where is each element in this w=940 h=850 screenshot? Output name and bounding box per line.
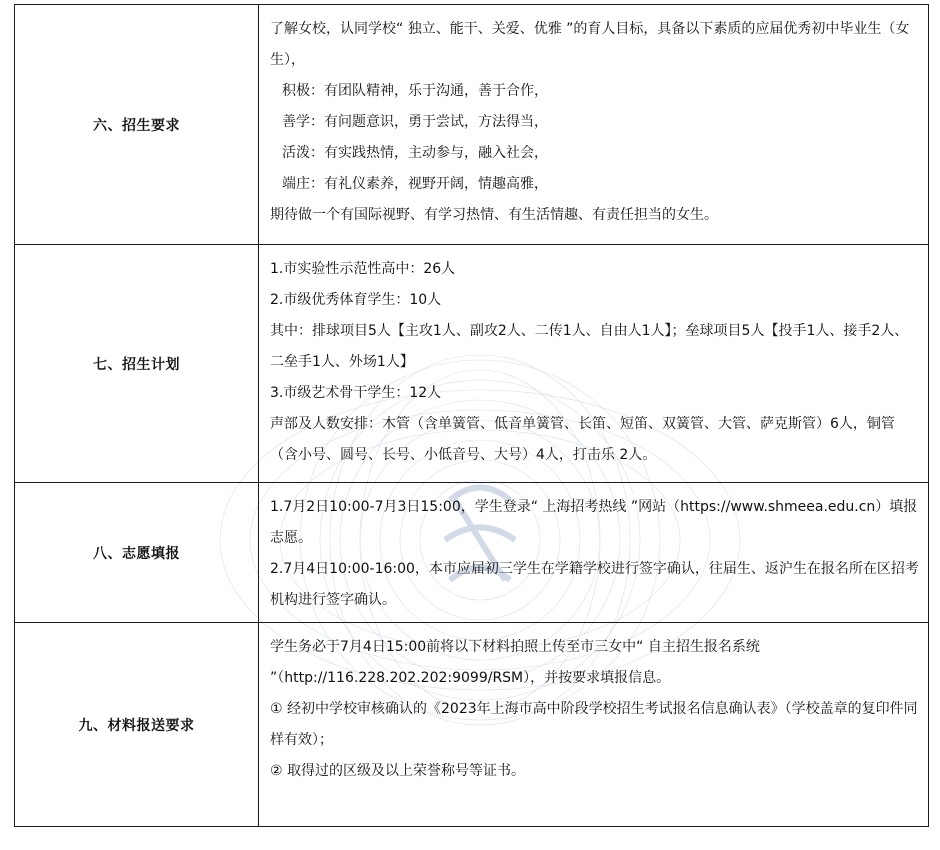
section-title: 七、招生计划 xyxy=(15,245,259,483)
section-title: 八、志愿填报 xyxy=(15,483,259,623)
section-row-plan xyxy=(15,245,929,483)
text-line: 1.7月2日10:00-7月3日15:00，学生登录“ 上海招考热线 ”网站（https://www.shmeea.edu.cn）填报志愿。 xyxy=(270,499,918,546)
text-line: 善学：有问题意识，勇于尝试，方法得当， xyxy=(282,114,548,130)
section-row-application xyxy=(15,483,929,623)
text-line: 期待做一个有国际视野、有学习热情、有生活情趣、有责任担当的女生。 xyxy=(270,207,718,223)
text-line: 3.市级艺术骨干学生：12人 xyxy=(270,385,442,401)
text-line: ② 取得过的区级及以上荣誉称号等证书。 xyxy=(270,763,525,779)
text-line: 1.市实验性示范性高中：26人 xyxy=(270,261,456,277)
section-row-requirements xyxy=(15,5,929,245)
text-line: 学生务必于7月4日15:00前将以下材料拍照上传至市三女中“ 自主招生报名系统 ”（http://116.228.202.202:9099/RSM），并按要求填报信息。 xyxy=(270,639,760,686)
section-content xyxy=(259,623,929,827)
text-line: 其中：排球项目5人【主攻1人、副攻2人、二传1人、自由人1人】；垒球项目5人【投手1人、接手2人、二垒手1人、外场1人】 xyxy=(270,323,909,370)
text-line: 2.7月4日10:00-16:00，本市应届初三学生在学籍学校进行签字确认，往届生、返沪生在报名所在区招考机构进行签字确认。 xyxy=(270,561,919,608)
text-line: 声部及人数安排：木管（含单簧管、低音单簧管、长笛、短笛、双簧管、大管、萨克斯管）6人，铜管（含小号、圆号、长号、小低音号、大号）4人，打击乐 2人。 xyxy=(270,416,895,463)
admission-info-table xyxy=(14,4,929,827)
section-title: 九、材料报送要求 xyxy=(15,623,259,827)
section-content xyxy=(259,5,929,245)
text-line: 活泼：有实践热情，主动参与，融入社会， xyxy=(282,145,548,161)
text-line: 端庄：有礼仪素养，视野开阔，情趣高雅， xyxy=(282,176,548,192)
section-title: 六、招生要求 xyxy=(15,5,259,245)
section-content xyxy=(259,483,929,623)
section-content xyxy=(259,245,929,483)
text-line: ① 经初中学校审核确认的《2023年上海市高中阶段学校招生考试报名信息确认表》（学校盖章的复印件同样有效）； xyxy=(270,701,918,748)
text-line: 积极：有团队精神，乐于沟通，善于合作， xyxy=(282,83,548,99)
text-line: 了解女校，认同学校“ 独立、能干、关爱、优雅 ”的育人目标，具备以下素质的应届优秀初中毕业生（女生）， xyxy=(270,21,910,68)
text-line: 2.市级优秀体育学生：10人 xyxy=(270,292,442,308)
section-row-materials xyxy=(15,623,929,827)
